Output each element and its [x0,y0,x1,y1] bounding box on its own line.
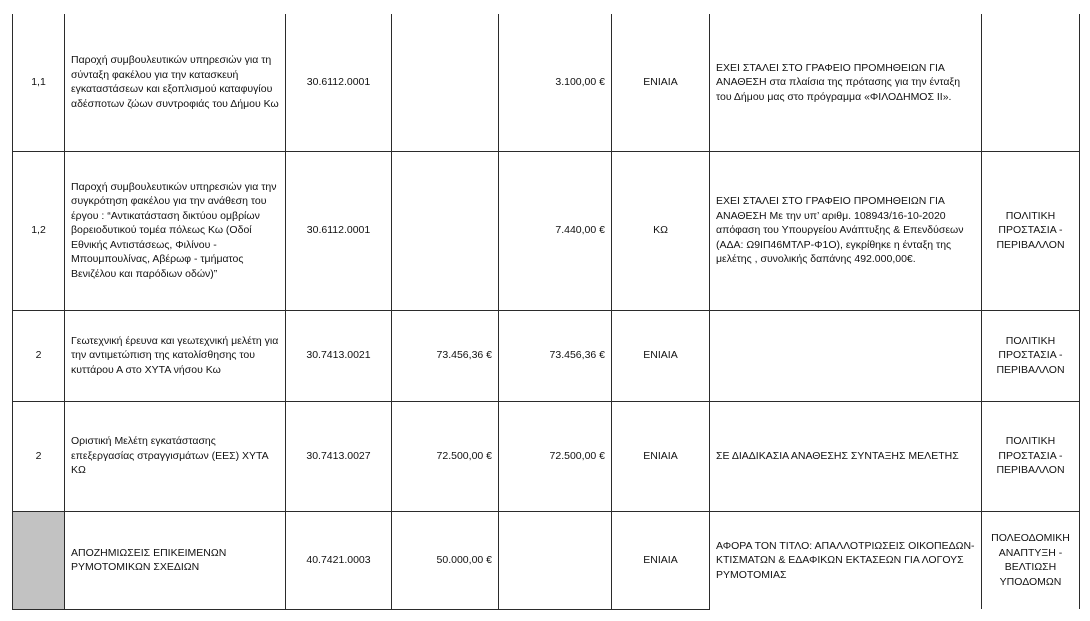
table-row [13,401,1080,511]
amount-secondary: 72.500,00 € [499,401,612,511]
area: ΕΝΙΑΙΑ [612,310,710,401]
row-index [13,511,65,609]
budget-code: 30.7413.0021 [286,310,392,401]
status-text: ΕΧΕΙ ΣΤΑΛΕΙ ΣΤΟ ΓΡΑΦΕΙΟ ΠΡΟΜΗΘΕΙΩΝ ΓΙΑ ΑΝΑΘΕΣΗ στα πλαίσια της πρότασης για την ένταξη του Δήμου μας στο πρόγραμμα «ΦΙΛΟΔΗΜΟΣ ΙΙ». [710,14,982,151]
status-text [710,310,982,401]
project-description: Οριστική Μελέτη εγκατάστασης επεξεργασίας στραγγισμάτων (ΕΕΣ) ΧΥΤΑ ΚΩ [65,401,286,511]
budget-code: 40.7421.0003 [286,511,392,609]
table-row [13,14,1080,151]
projects-table [12,14,1080,610]
table-row [13,151,1080,310]
budget-code: 30.7413.0027 [286,401,392,511]
row-index: 2 [13,401,65,511]
amount-primary: 50.000,00 € [392,511,499,609]
project-description: ΑΠΟΖΗΜΙΩΣΕΙΣ ΕΠΙΚΕΙΜΕΝΩΝ ΡΥΜΟΤΟΜΙΚΩΝ ΣΧΕΔΙΩΝ [65,511,286,609]
status-text: ΣΕ ΔΙΑΔΙΚΑΣΙΑ ΑΝΑΘΕΣΗΣ ΣΥΝΤΑΞΗΣ ΜΕΛΕΤΗΣ [710,401,982,511]
row-index: 1,1 [13,14,65,151]
status-text: ΕΧΕΙ ΣΤΑΛΕΙ ΣΤΟ ΓΡΑΦΕΙΟ ΠΡΟΜΗΘΕΙΩΝ ΓΙΑ ΑΝΑΘΕΣΗ Με την υπ’ αριθμ. 108943/16-10-2020 απόφαση του Υπουργείου Ανάπτυξης & Επενδύσεων (ΑΔΑ: Ω9ΙΠ46ΜΤΛΡ-Φ1Ο), εγκρίθηκε η ένταξη της μελέτης , συνολικής δαπάνης 492.000,00€. [710,151,982,310]
area: ΕΝΙΑΙΑ [612,401,710,511]
project-description: Παροχή συμβουλευτικών υπηρεσιών για τη σύνταξη φακέλου για την κατασκευή εγκαταστάσεων και εξοπλισμού καταφυγίου αδέσποτων ζώων συντροφιάς του Δήμου Κω [65,14,286,151]
amount-secondary: 7.440,00 € [499,151,612,310]
amount-primary: 73.456,36 € [392,310,499,401]
project-description: Παροχή συμβουλευτικών υπηρεσιών για την συγκρότηση φακέλου για την ανάθεση του έργου : “Αντικατάσταση δικτύου ομβρίων βορειοδυτικού τομέα πόλεως Κω (Οδοί Εθνικής Αντιστάσεως, Φιλίνου - Μπουμπουλίνας, Αβέρωφ - τμήματος Βενιζέλου και παρόδιων οδών)” [65,151,286,310]
budget-code: 30.6112.0001 [286,151,392,310]
sector: ΠΟΛΙΤΙΚΗ ΠΡΟΣΤΑΣΙΑ - ΠΕΡΙΒΑΛΛΟΝ [982,401,1080,511]
sector: ΠΟΛΙΤΙΚΗ ΠΡΟΣΤΑΣΙΑ - ΠΕΡΙΒΑΛΛΟΝ [982,151,1080,310]
row-index: 2 [13,310,65,401]
budget-code: 30.6112.0001 [286,14,392,151]
amount-primary [392,14,499,151]
table-row [13,310,1080,401]
table-row [13,511,1080,609]
amount-secondary: 73.456,36 € [499,310,612,401]
row-index: 1,2 [13,151,65,310]
area: ΕΝΙΑΙΑ [612,14,710,151]
status-text: ΑΦΟΡΑ ΤΟΝ ΤΙΤΛΟ: ΑΠΑΛΛΟΤΡΙΩΣΕΙΣ ΟΙΚΟΠΕΔΩΝ-ΚΤΙΣΜΑΤΩΝ & ΕΔΑΦΙΚΩΝ ΕΚΤΑΣΕΩΝ ΓΙΑ ΛΟΓΟΥΣ ΡΥΜΟΤΟΜΙΑΣ [710,511,982,609]
area: ΚΩ [612,151,710,310]
area: ΕΝΙΑΙΑ [612,511,710,609]
project-description: Γεωτεχνική έρευνα και γεωτεχνική μελέτη για την αντιμετώπιση της κατολίσθησης του κυττάρου Α στο ΧΥΤΑ νήσου Κω [65,310,286,401]
amount-secondary [499,511,612,609]
sector: ΠΟΛΕΟΔΟΜΙΚΗ ΑΝΑΠΤΥΞΗ - ΒΕΛΤΙΩΣΗ ΥΠΟΔΟΜΩΝ [982,511,1080,609]
amount-primary [392,151,499,310]
amount-primary: 72.500,00 € [392,401,499,511]
sector: ΠΟΛΙΤΙΚΗ ΠΡΟΣΤΑΣΙΑ - ΠΕΡΙΒΑΛΛΟΝ [982,310,1080,401]
amount-secondary: 3.100,00 € [499,14,612,151]
sector [982,14,1080,151]
